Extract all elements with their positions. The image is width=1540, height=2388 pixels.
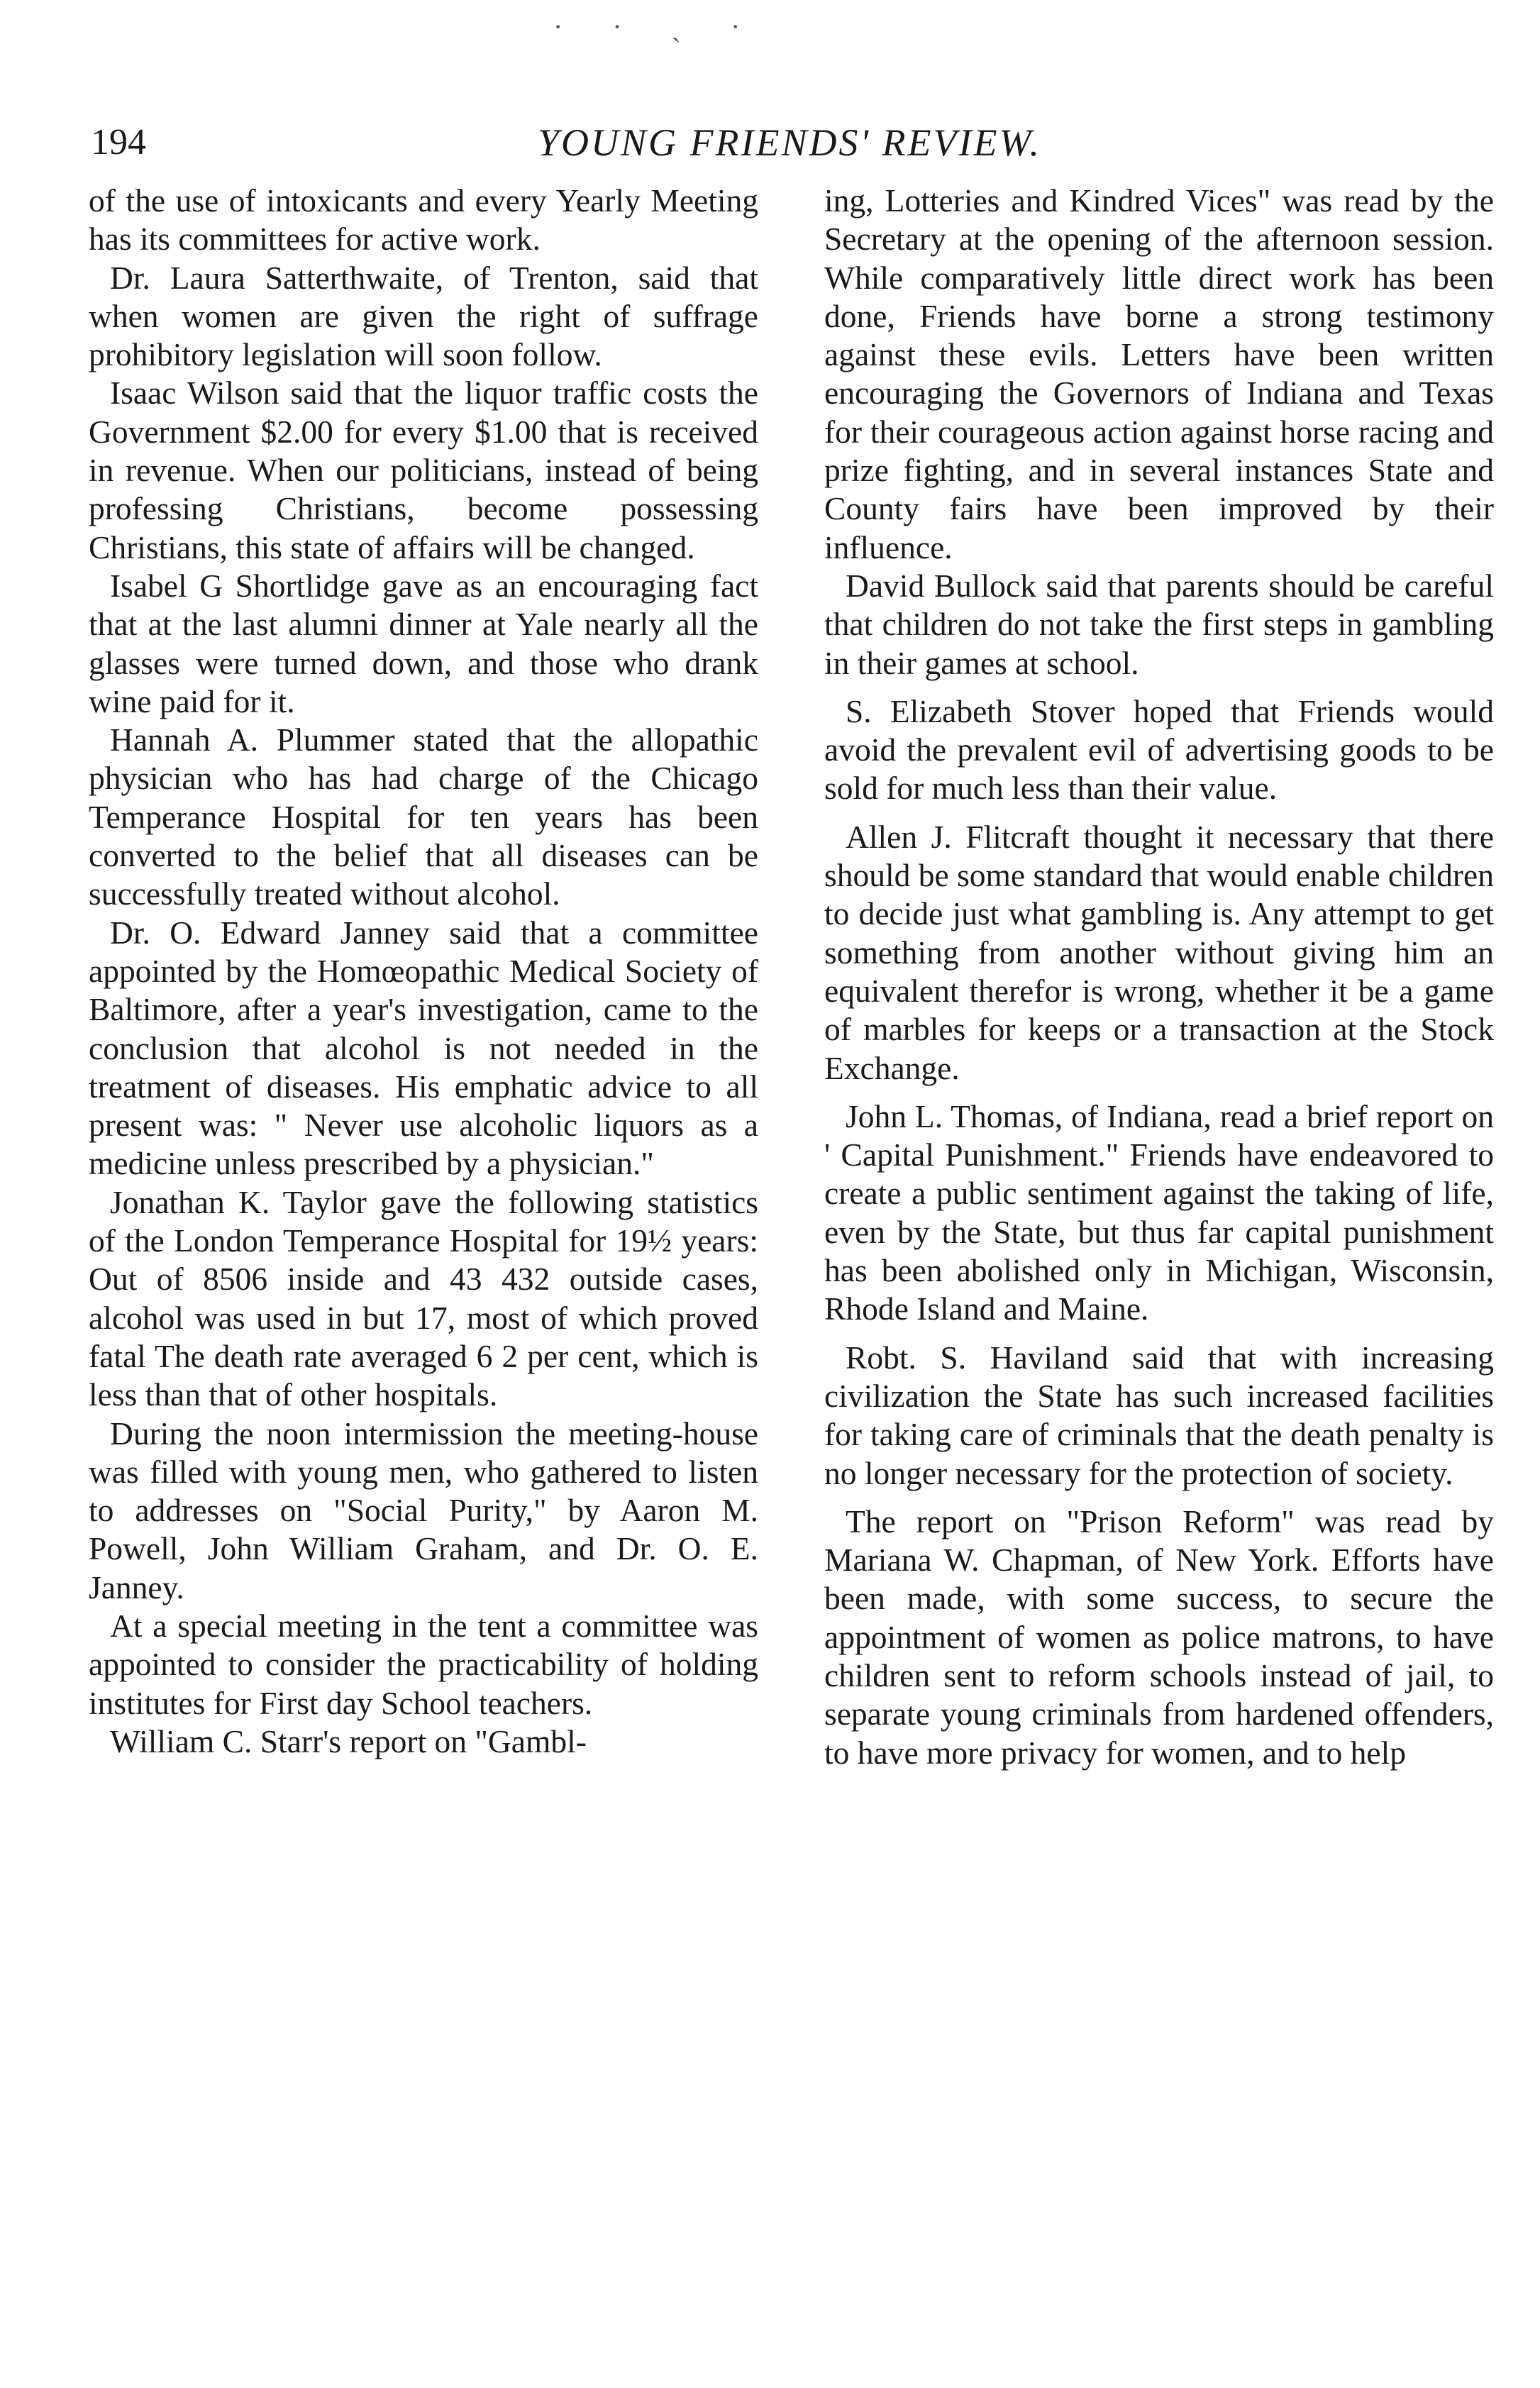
paragraph: Hannah A. Plummer stated that the allopathic physician who has had charge of the Chicago Temperance Hospital for ten years has been converted to the belief that all diseases can be successfully treated without alcohol. [89,722,758,912]
paragraph: John L. Thomas, of Indiana, read a brief report on ' Capital Punishment." Friends have endeavored to create a public sentiment against the taking of life, even by the State, but thus far capital punishment has been abolished only in Michigan, Wisconsin, Rhode Island and Maine. [824,1098,1494,1327]
paragraph: During the noon intermission the meeting-house was filled with young men, who gathered to listen to addresses on "Social Purity," by Aaron M. Powell, John William Graham, and Dr. O. E. Janney. [89,1415,758,1605]
left-column [89,182,758,1761]
paragraph: S. Elizabeth Stover hoped that Friends would avoid the prevalent evil of advertising goods to be sold for much less than their value. [824,692,1494,807]
paragraph: Dr. Laura Satterthwaite, of Trenton, said that when women are given the right of suffrage prohibitory legislation will soon follow. [89,259,758,373]
paragraph: Isaac Wilson said that the liquor traffic costs the Government $2.00 for every $1.00 that is received in revenue. When our politicians, instead of being professing Christians, become possessing Christians, this state of affairs will be changed. [89,375,758,565]
page-number: 194 [91,122,146,162]
paragraph: Robt. S. Haviland said that with increasing civilization the State has such increased facilities for taking care of criminals that the death penalty is no longer necessary for the protection of society. [824,1339,1494,1491]
page-header [91,118,1439,167]
paragraph: of the use of intoxicants and every Yearly Meeting has its committees for active work. [89,182,758,258]
paragraph: The report on "Prison Reform" was read by Mariana W. Chapman, of New York. Efforts have been made, with some success, to secure the appointment of women as police matrons, to have children sent to reform schools instead of jail, to separate young criminals from hardened offenders, to have more privacy for women, and to help [824,1503,1494,1771]
paragraph: William C. Starr's report on "Gambl- [110,1723,587,1759]
paragraph: Jonathan K. Taylor gave the following statistics of the London Temperance Hospital for 19½ years: Out of 8506 inside and 43 432 outside cases, alcohol was used in but 17, most of which proved fatal The death rate averaged 6 2 per cent, which is less than that of other hospitals. [89,1183,758,1413]
paragraph: At a special meeting in the tent a committee was appointed to consider the practicability of holding institutes for First day School teachers. [89,1607,758,1721]
paragraph: ing, Lotteries and Kindred Vices" was read by the Secretary at the opening of the afternoon session. While comparatively little direct work has been done, Friends have borne a strong testimony against these evils. Letters have been written encouraging the Governors of Indiana and Texas for their courageous action against horse racing and prize fighting, and in several instances State and County fairs have been improved by their influence. [824,182,1494,565]
paragraph: Allen J. Flitcraft thought it necessary that there should be some standard that would enable children to decide just what gambling is. Any attempt to get something from another without giving him an equivalent therefor is wrong, whether it be a game of marbles for keeps or a transaction at the Stock Exchange. [824,818,1494,1086]
paragraph: Dr. O. Edward Janney said that a committee appointed by the Homœopathic Medical Society of Baltimore, after a year's investigation, came to the conclusion that alcohol is not needed in the treatment of diseases. His emphatic advice to all present was: " Never use alcoholic liquors as a medicine unless prescribed by a physician." [89,914,758,1182]
running-title: YOUNG FRIENDS' REVIEW. [538,121,1041,164]
paragraph: David Bullock said that parents should be careful that children do not take the first steps in gambling in their games at school. [824,567,1494,681]
right-column [824,182,1494,1772]
paragraph: Isabel G Shortlidge gave as an encouraging fact that at the last alumni dinner at Yale nearly all the glasses were turned down, and those who drank wine paid for it. [89,567,758,719]
scan-specks: · · ˎ · [553,11,762,43]
